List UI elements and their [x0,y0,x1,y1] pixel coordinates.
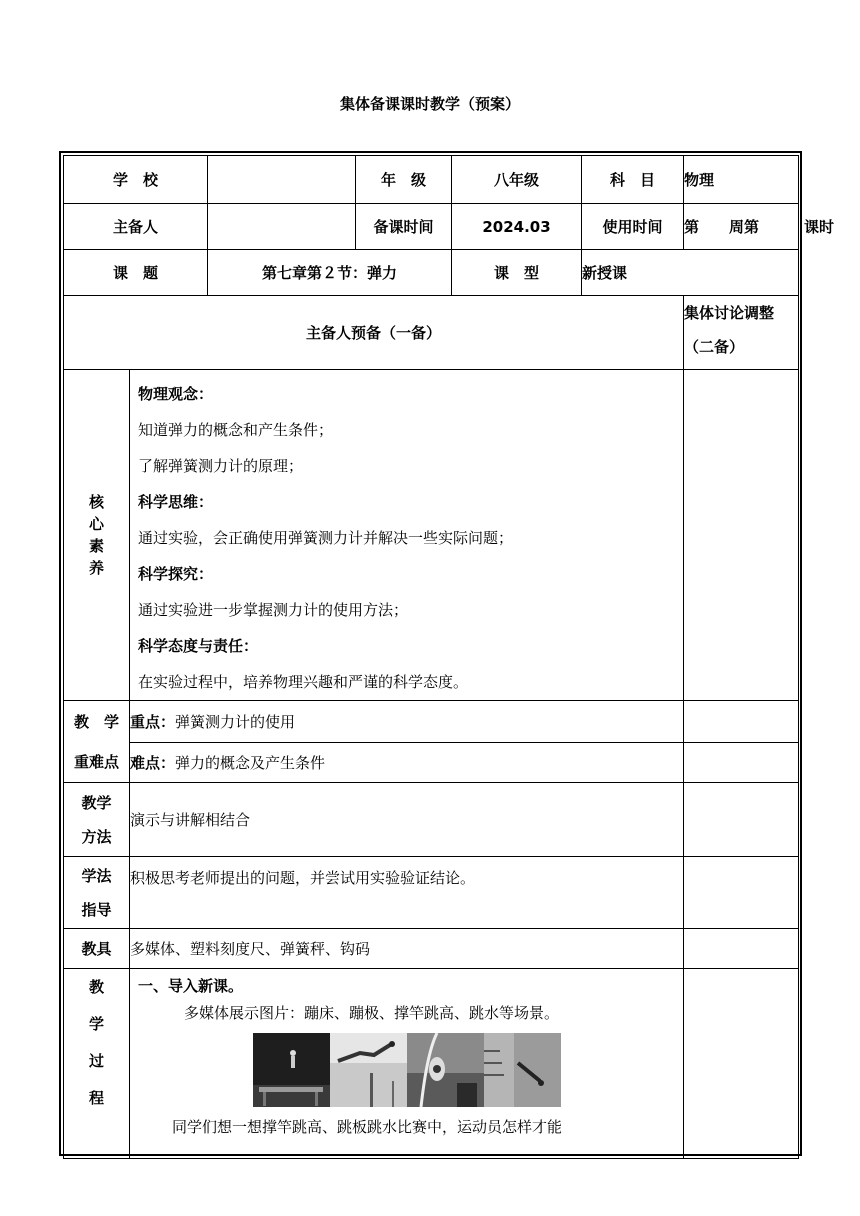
focus-adjust [684,701,799,743]
core-line-0: 物理观念： [138,385,214,403]
use-time-value: 第 周第 课时 [684,204,799,250]
question-text: 同学们想一想撑竿跳高、跳板跳水比赛中，运动员怎样才能 [172,1118,563,1136]
process-adjust [684,969,799,1159]
sports-photo-strip [138,1033,675,1107]
core-line-2: 了解弹簧测力计的原理； [138,457,304,475]
school-label: 学 校 [64,156,208,204]
focus-label: 重点： [130,713,176,731]
focus-cell [130,701,684,743]
guidance-label [64,857,130,929]
lesson-plan-table [63,155,835,1159]
school-value [208,156,356,204]
step1-heading: 一、导入新课。 [138,977,244,995]
use-time-label: 使用时间 [582,204,684,250]
main-prep-heading: 主备人预备（一备） [64,296,684,370]
subject-label: 科 目 [582,156,684,204]
step1-text: 多媒体展示图片：蹦床、蹦极、撑竿跳高、跳水等场景。 [184,1004,560,1022]
topic-label: 课 题 [64,250,208,296]
core-literacy-label-text: 核心素养 [88,493,104,577]
core-literacy-adjust [684,370,799,701]
trampoline-photo [253,1033,330,1107]
guidance-adjust [684,857,799,929]
method-text: 演示与讲解相结合 [130,783,684,857]
prep-time-value: 2024.03 [452,204,582,250]
method-label [64,783,130,857]
pole-vault-photo [407,1033,484,1107]
core-line-4: 通过实验，会正确使用弹簧测力计并解决一些实际问题； [138,529,514,547]
topic-value: 第七章第２节：弹力 [208,250,452,296]
method-label-top: 教学 [81,793,112,812]
preparer-value [208,204,356,250]
difficulty-adjust [684,743,799,783]
bungee-photo [330,1033,407,1107]
process-label-char-3: 程 [88,1089,104,1107]
subject-value: 物理 [684,156,799,204]
process-label-char-1: 学 [88,1015,104,1033]
difficulty-cell [130,743,684,783]
page-title: 集体备课课时教学（预案） [339,95,520,113]
method-label-bottom: 方法 [81,827,112,846]
key-points-label [64,701,130,783]
core-line-5: 科学探究： [138,565,214,583]
core-line-7: 科学态度与责任： [138,637,259,655]
key-points-label-top: 教 学 [73,712,119,731]
discussion-heading: 集体讨论调整（二备） [684,296,799,370]
difficulty-label: 难点： [130,754,176,772]
core-literacy-content [130,370,684,701]
lesson-type-value: 新授课 [582,250,799,296]
prep-time-label: 备课时间 [356,204,452,250]
grade-label: 年 级 [356,156,452,204]
tools-label: 教具 [64,929,130,969]
tools-text: 多媒体、塑料刻度尺、弹簧秤、钩码 [130,929,684,969]
preparer-label: 主备人 [64,204,208,250]
process-label-char-0: 教 [88,978,104,996]
difficulty-text: 弹力的概念及产生条件 [175,754,326,772]
core-line-3: 科学思维： [138,493,214,511]
method-adjust [684,783,799,857]
core-line-8: 在实验过程中，培养物理兴趣和严谨的科学态度。 [138,673,469,691]
core-literacy-label [64,370,130,701]
core-line-1: 知道弹力的概念和产生条件； [138,421,334,439]
process-label [64,969,130,1159]
guidance-label-top: 学法 [81,866,112,885]
guidance-label-bottom: 指导 [81,900,112,919]
tools-adjust [684,929,799,969]
process-label-char-2: 过 [88,1052,104,1070]
guidance-text: 积极思考老师提出的问题，并尝试用实验验证结论。 [130,857,684,929]
lesson-type-label: 课 型 [452,250,582,296]
diving-photo [484,1033,561,1107]
grade-value: 八年级 [452,156,582,204]
key-points-label-bottom: 重难点 [73,752,119,771]
process-content [130,969,684,1159]
focus-text: 弹簧测力计的使用 [175,713,296,731]
core-line-6: 通过实验进一步掌握测力计的使用方法； [138,601,409,619]
